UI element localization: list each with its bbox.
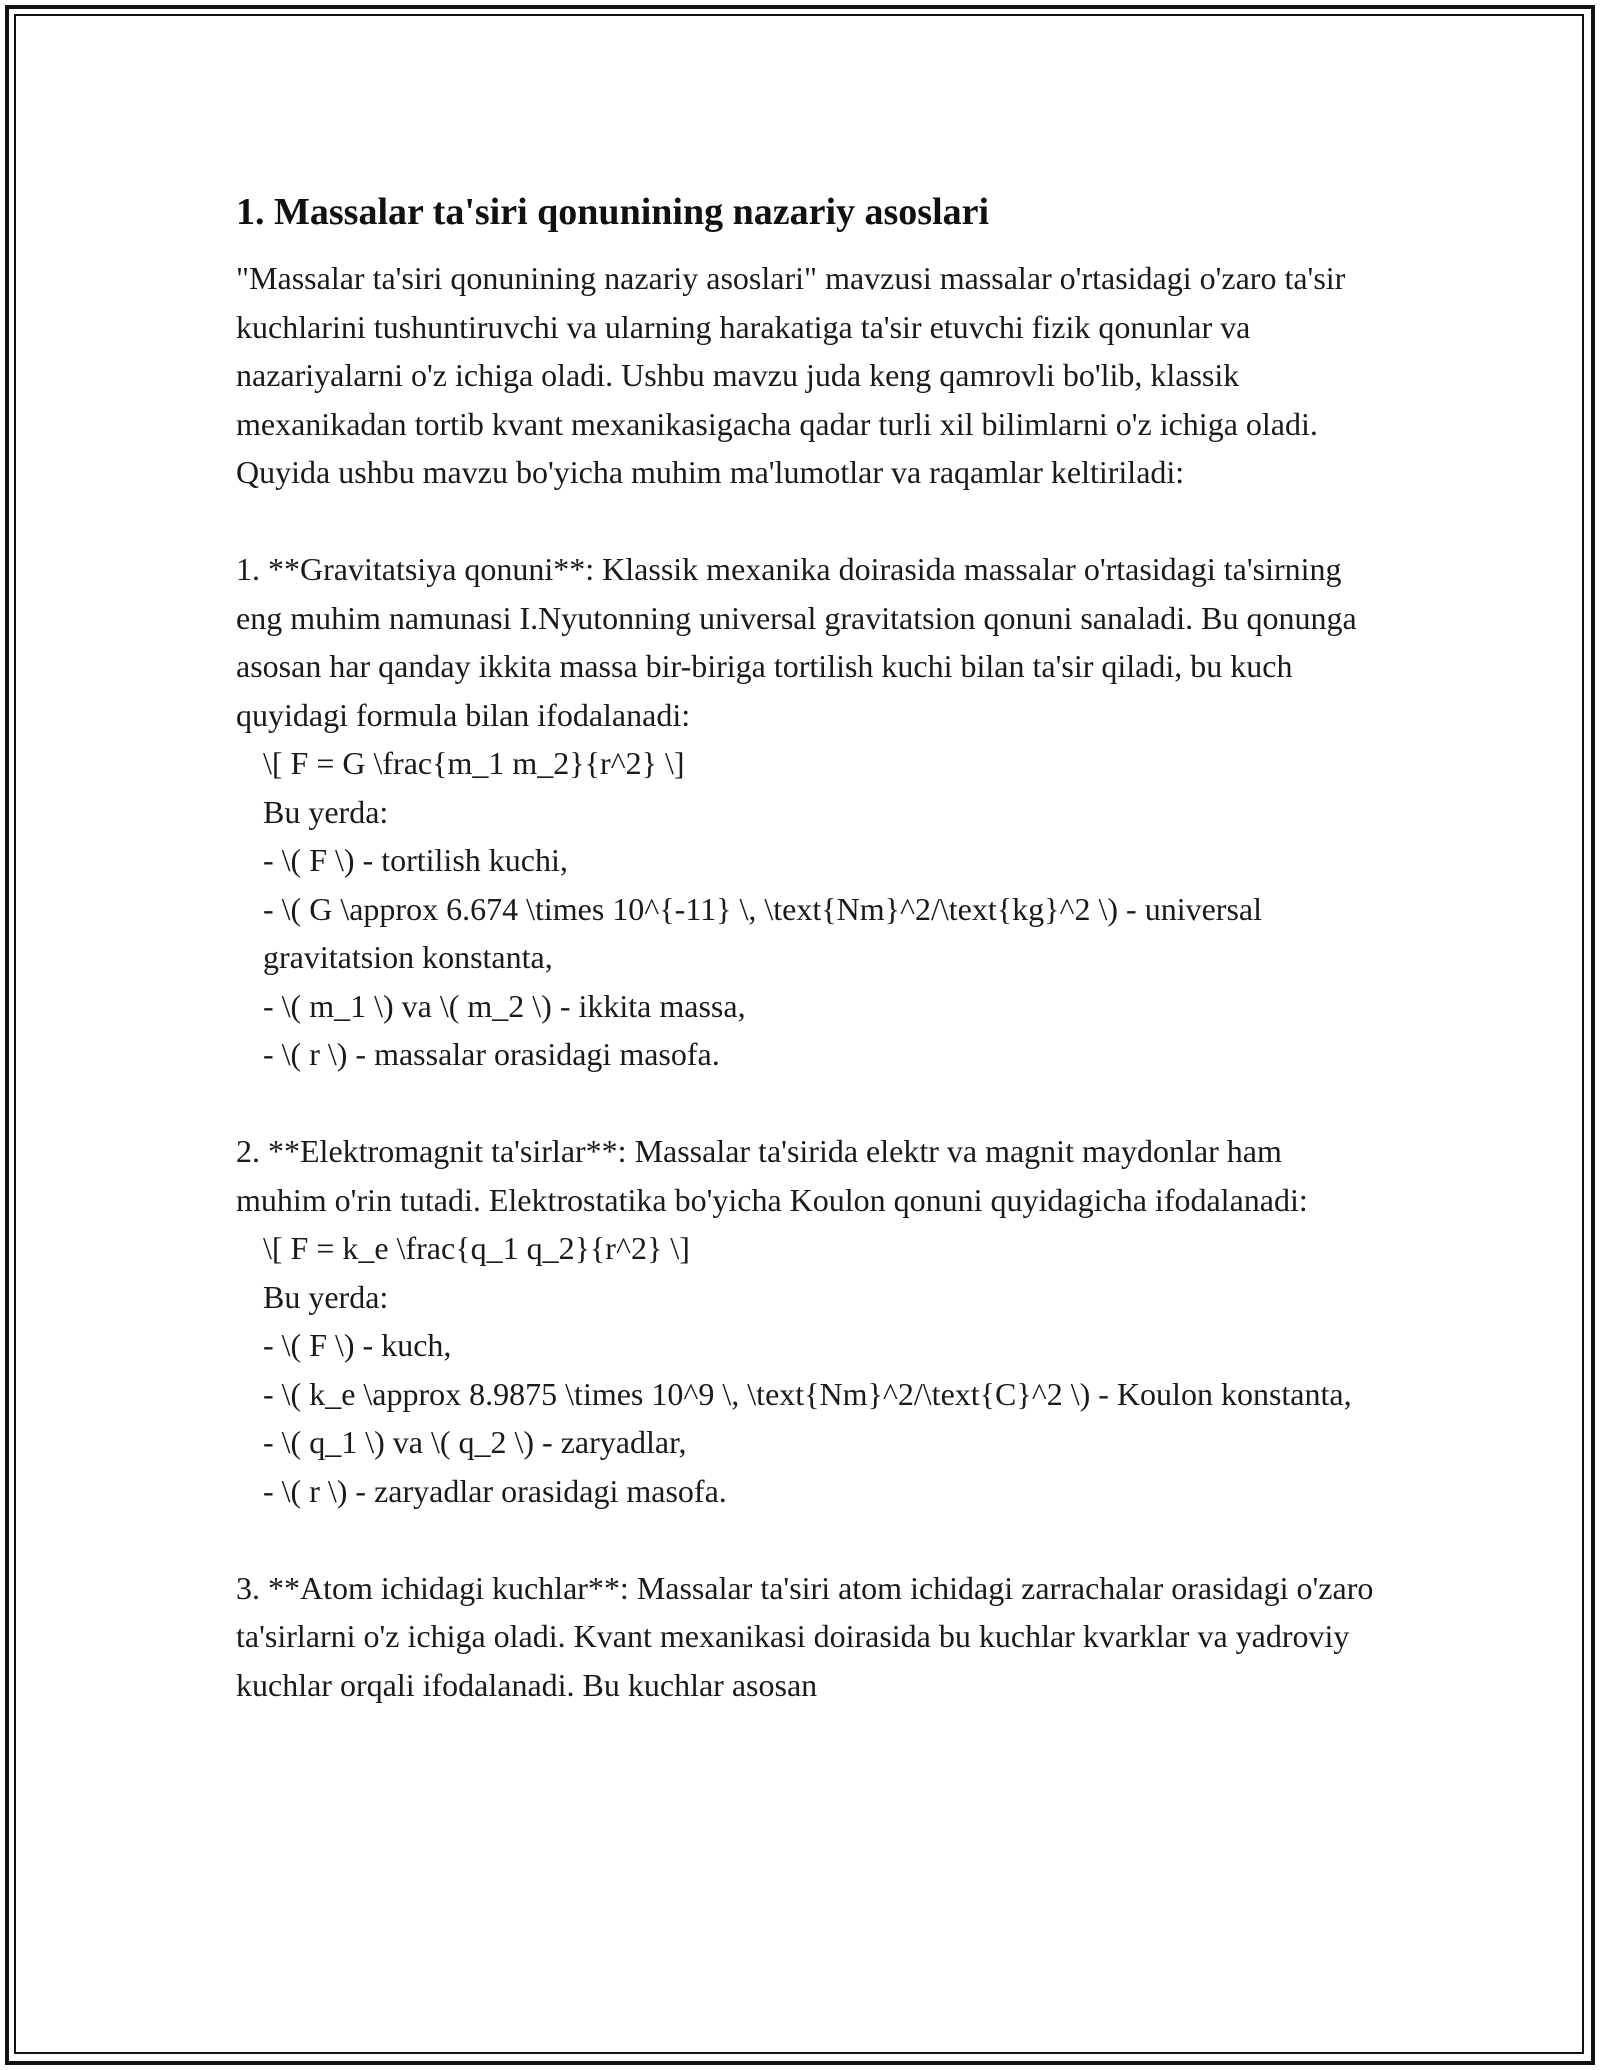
intro-paragraph: "Massalar ta'siri qonunining nazariy asoslari" mavzusi massalar o'rtasidagi o'zaro ta'sir kuchlarini tushuntiruvchi va ularning harakatiga ta'sir etuvchi fizik qonunlar va nazariyalarni o'z ichiga oladi. Ushbu mavzu juda keng qamrovli bo'lib, klassik mexanikadan tortib kvant mexanikasigacha qadar turli xil bilimlarni o'z ichiga oladi. Quyida ushbu mavzu bo'yicha muhim ma'lumotlar va raqamlar keltiriladi:: [236, 260, 1354, 490]
paragraph-gap: [236, 497, 1376, 546]
paragraph-gap: [236, 1079, 1376, 1128]
section2-where-label: Bu yerda:: [263, 1278, 389, 1315]
section1-item-4: - \( r \) - massalar orasidagi masofa.: [263, 1036, 720, 1072]
section2-item-4: - \( r \) - zaryadlar orasidagi masofa.: [263, 1472, 727, 1509]
section1-paragraph: 1. **Gravitatsiya qonuni**: Klassik mexanika doirasida massalar o'rtasidagi ta'sirning eng muhim namunasi I.Nyutonning universal gravitatsion qonuni sanaladi. Bu qonunga asosan har qanday ikkita massa bir-biriga tortilish kuchi bilan ta'sir qiladi, bu kuch quyidagi formula bilan ifodalanadi:: [236, 551, 1365, 733]
section2-item-2: - \( k_e \approx 8.9875 \times 10^9 \, \text{Nm}^2/\text{C}^2 \) - Koulon konstanta,: [263, 1375, 1352, 1412]
section1-item-1: - \( F \) - tortilish kuchi,: [263, 842, 568, 878]
document-title: 1. Massalar ta'siri qonunining nazariy asoslari: [236, 191, 990, 233]
section1-item-2: - \( G \approx 6.674 \times 10^{-11} \, \text{Nm}^2/\text{kg}^2 \) - universal gravitatsion konstanta,: [263, 890, 1270, 975]
section2-item-3: - \( q_1 \) va \( q_2 \) - zaryadlar,: [263, 1424, 687, 1460]
document-body: [236, 188, 1382, 1709]
section2-formula: \[ F = k_e \frac{q_1 q_2}{r^2} \]: [263, 1230, 690, 1266]
section2-paragraph: 2. **Elektromagnit ta'sirlar**: Massalar ta'sirida elektr va magnit maydonlar ham muhim o'rin tutadi. Elektrostatika bo'yicha Koulon qonuni quyidagicha ifodalanadi:: [236, 1133, 1308, 1218]
section3-paragraph: 3. **Atom ichidagi kuchlar**: Massalar ta'siri atom ichidagi zarrachalar orasidagi o'zaro ta'sirlarni o'z ichiga oladi. Kvant mexanikasi doirasida bu kuchlar kvarklar va yadroviy kuchlar orqali ifodalanadi. Bu kuchlar asosan: [236, 1569, 1382, 1703]
section1-formula: \[ F = G \frac{m_1 m_2}{r^2} \]: [263, 745, 685, 781]
section1-where-label: Bu yerda:: [263, 793, 389, 830]
section1-item-3: - \( m_1 \) va \( m_2 \) - ikkita massa,: [263, 987, 746, 1024]
paragraph-gap: [236, 1515, 1376, 1564]
section2-item-1: - \( F \) - kuch,: [263, 1327, 452, 1363]
